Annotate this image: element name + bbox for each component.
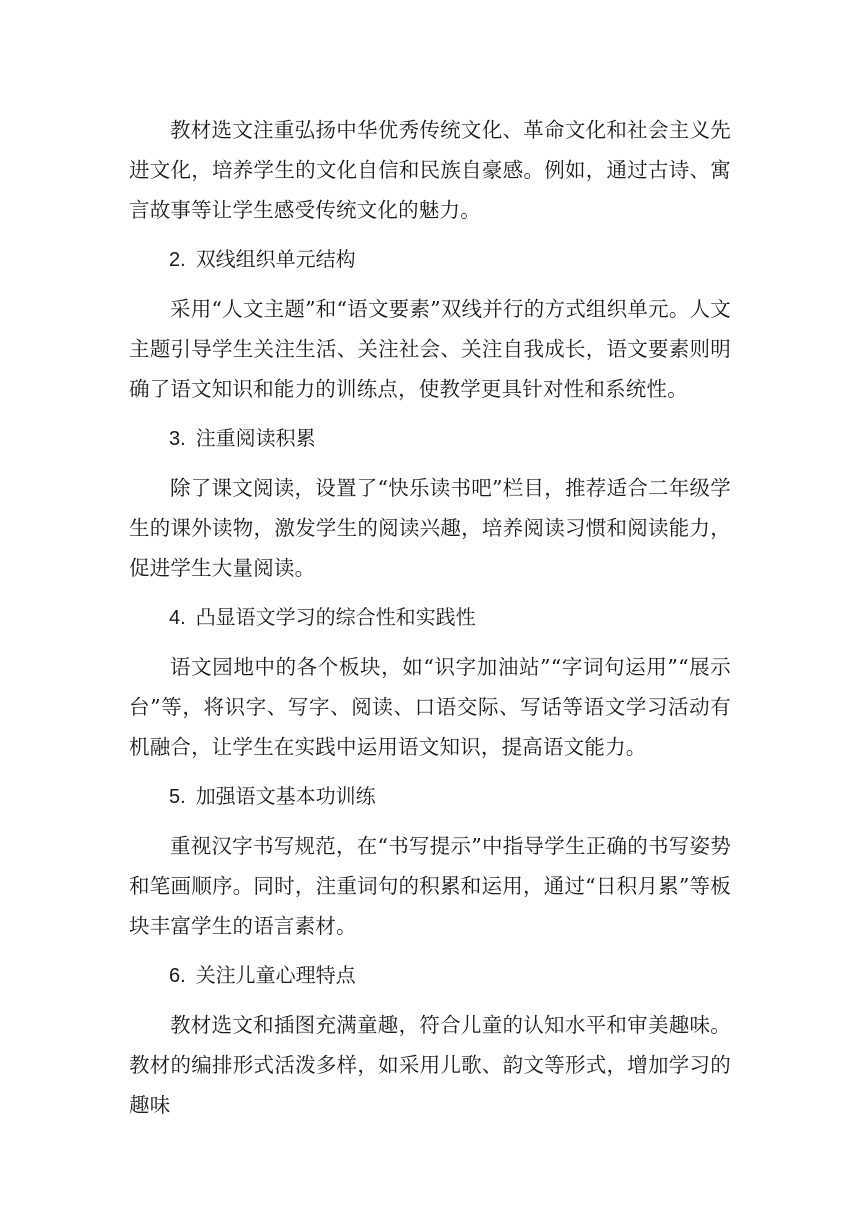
section-2 [129, 239, 731, 409]
section-title: 双线组织单元结构 [195, 247, 356, 271]
section-heading [129, 776, 731, 817]
section-number: 6. [169, 965, 186, 987]
section-number: 4. [169, 607, 186, 629]
section-number: 2. [169, 249, 186, 271]
section-body: 除了课文阅读，设置了“快乐读书吧”栏目，推荐适合二年级学生的课外读物，激发学生的阅读兴趣，培养阅读习惯和阅读能力，促进学生大量阅读。 [129, 476, 731, 580]
section-heading [129, 239, 731, 280]
section-number: 3. [169, 428, 186, 450]
section-body: 教材选文和插图充满童趣，符合儿童的认知水平和审美趣味。教材的编排形式活泼多样，如采用儿歌、韵文等形式，增加学习的趣味 [129, 1013, 731, 1117]
section-title: 关注儿童心理特点 [195, 963, 356, 987]
section-heading [129, 418, 731, 459]
document-page [129, 110, 731, 1125]
section-heading [129, 597, 731, 638]
section-4 [129, 597, 731, 767]
section-heading [129, 955, 731, 996]
section-number: 5. [169, 786, 186, 808]
section-body: 采用“人文主题”和“语文要素”双线并行的方式组织单元。人文主题引导学生关注生活、关注社会、关注自我成长，语文要素则明确了语文知识和能力的训练点，使教学更具针对性和系统性。 [129, 297, 731, 401]
section-title: 凸显语文学习的综合性和实践性 [195, 605, 476, 629]
section-title: 加强语文基本功训练 [195, 784, 376, 808]
section-6 [129, 955, 731, 1125]
section-title: 注重阅读积累 [195, 426, 316, 450]
section-5 [129, 776, 731, 946]
section-body: 重视汉字书写规范，在“书写提示”中指导学生正确的书写姿势和笔画顺序。同时，注重词句的积累和运用，通过“日积月累”等板块丰富学生的语言素材。 [129, 834, 731, 938]
intro-paragraph: 教材选文注重弘扬中华优秀传统文化、革命文化和社会主义先进文化，培养学生的文化自信和民族自豪感。例如，通过古诗、寓言故事等让学生感受传统文化的魅力。 [129, 118, 731, 222]
section-3 [129, 418, 731, 588]
section-body: 语文园地中的各个板块，如“识字加油站”“字词句运用”“展示台”等，将识字、写字、阅读、口语交际、写话等语文学习活动有机融合，让学生在实践中运用语文知识，提高语文能力。 [129, 655, 731, 759]
